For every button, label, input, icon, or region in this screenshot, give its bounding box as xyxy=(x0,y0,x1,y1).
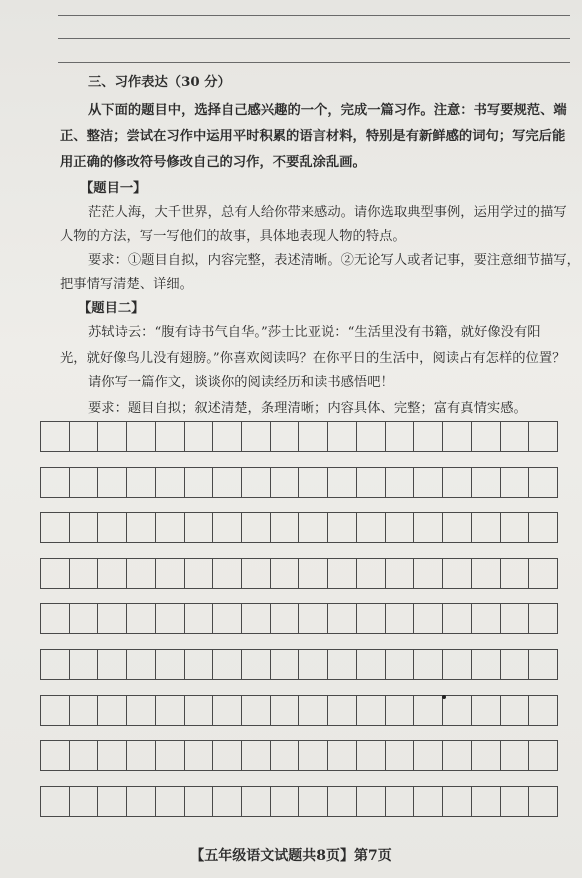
grid-cell[interactable] xyxy=(357,787,386,816)
grid-cell[interactable] xyxy=(41,468,70,497)
section-title: 三、习作表达（30 分） xyxy=(88,75,231,90)
grid-cell[interactable] xyxy=(185,741,214,770)
grid-cell[interactable] xyxy=(472,559,501,588)
grid-cell[interactable] xyxy=(328,468,357,497)
grid-cell[interactable] xyxy=(443,468,472,497)
instruction-line: 用正确的修改符号修改自己的习作，不要乱涂乱画。 xyxy=(60,155,366,170)
grid-cell[interactable] xyxy=(127,468,156,497)
grid-cell[interactable] xyxy=(242,696,271,725)
grid-cell[interactable] xyxy=(472,787,501,816)
grid-cell[interactable] xyxy=(98,559,127,588)
grid-cell[interactable] xyxy=(185,559,214,588)
grid-cell[interactable] xyxy=(386,604,415,633)
answer-line xyxy=(58,15,570,16)
grid-cell[interactable] xyxy=(299,650,328,679)
grid-cell[interactable] xyxy=(299,604,328,633)
grid-cell[interactable] xyxy=(156,650,185,679)
grid-cell[interactable] xyxy=(98,787,127,816)
grid-cell[interactable] xyxy=(127,741,156,770)
grid-cell[interactable] xyxy=(41,559,70,588)
grid-cell[interactable] xyxy=(501,559,530,588)
grid-cell[interactable] xyxy=(386,559,415,588)
grid-cell[interactable] xyxy=(529,604,558,633)
grid-cell[interactable] xyxy=(529,513,558,542)
grid-cell[interactable] xyxy=(156,787,185,816)
grid-cell[interactable] xyxy=(156,513,185,542)
grid-cell[interactable] xyxy=(213,422,242,451)
grid-cell[interactable] xyxy=(41,741,70,770)
grid-cell[interactable] xyxy=(213,513,242,542)
grid-cell[interactable] xyxy=(242,741,271,770)
grid-cell[interactable] xyxy=(242,787,271,816)
grid-cell[interactable] xyxy=(156,696,185,725)
grid-cell[interactable] xyxy=(271,604,300,633)
topic-two-text: 光，就好像鸟儿没有翅膀。”你喜欢阅读吗？在你平日的生活中，阅读占有怎样的位置？ xyxy=(60,351,566,366)
grid-cell[interactable] xyxy=(242,559,271,588)
grid-row[interactable] xyxy=(40,695,558,726)
grid-cell[interactable] xyxy=(414,696,443,725)
grid-cell[interactable] xyxy=(414,650,443,679)
grid-cell[interactable] xyxy=(98,741,127,770)
grid-cell[interactable] xyxy=(185,604,214,633)
grid-cell[interactable] xyxy=(328,422,357,451)
grid-cell[interactable] xyxy=(414,422,443,451)
grid-cell[interactable] xyxy=(156,559,185,588)
grid-cell[interactable] xyxy=(70,468,99,497)
grid-cell[interactable] xyxy=(70,696,99,725)
grid-cell[interactable] xyxy=(41,787,70,816)
grid-cell[interactable] xyxy=(156,741,185,770)
grid-cell[interactable] xyxy=(386,650,415,679)
grid-cell[interactable] xyxy=(156,468,185,497)
grid-cell[interactable] xyxy=(127,513,156,542)
grid-row[interactable] xyxy=(40,558,558,589)
grid-cell[interactable] xyxy=(213,604,242,633)
topic-one-text: 人物的方法，写一写他们的故事，具体地表现人物的特点。 xyxy=(60,229,406,244)
grid-cell[interactable] xyxy=(127,787,156,816)
grid-cell[interactable] xyxy=(529,650,558,679)
grid-cell[interactable] xyxy=(501,422,530,451)
grid-cell[interactable] xyxy=(472,468,501,497)
grid-cell[interactable] xyxy=(98,468,127,497)
instruction-line: 正、整洁；尝试在习作中运用平时积累的语言材料，特别是有新鲜感的词句；写完后能 xyxy=(60,129,566,144)
grid-cell[interactable] xyxy=(357,696,386,725)
grid-cell[interactable] xyxy=(41,513,70,542)
grid-cell[interactable] xyxy=(242,604,271,633)
topic-one-heading: 【题目一】 xyxy=(80,181,147,196)
grid-cell[interactable] xyxy=(443,787,472,816)
topic-two-requirements: 要求：题目自拟；叙述清楚，条理清晰；内容具体、完整；富有真情实感。 xyxy=(88,401,527,416)
grid-cell[interactable] xyxy=(443,604,472,633)
grid-cell[interactable] xyxy=(357,513,386,542)
grid-cell[interactable] xyxy=(242,468,271,497)
grid-cell[interactable] xyxy=(472,696,501,725)
grid-cell[interactable] xyxy=(386,741,415,770)
grid-cell[interactable] xyxy=(213,787,242,816)
grid-cell[interactable] xyxy=(529,422,558,451)
grid-cell[interactable] xyxy=(299,513,328,542)
topic-one-requirements: 把事情写清楚、详细。 xyxy=(60,277,193,292)
grid-cell[interactable] xyxy=(127,650,156,679)
grid-cell[interactable] xyxy=(70,422,99,451)
grid-cell[interactable] xyxy=(501,787,530,816)
grid-cell[interactable] xyxy=(357,468,386,497)
grid-cell[interactable] xyxy=(414,559,443,588)
grid-cell[interactable] xyxy=(472,650,501,679)
grid-cell[interactable] xyxy=(299,696,328,725)
grid-cell[interactable] xyxy=(443,513,472,542)
grid-cell[interactable] xyxy=(328,787,357,816)
grid-cell[interactable] xyxy=(357,559,386,588)
topic-two-text: 苏轼诗云：“腹有诗书气自华。”莎士比亚说：“生活里没有书籍，就好像没有阳 xyxy=(88,325,541,340)
grid-cell[interactable] xyxy=(328,650,357,679)
grid-cell[interactable] xyxy=(271,741,300,770)
grid-cell[interactable] xyxy=(242,513,271,542)
grid-cell[interactable] xyxy=(127,604,156,633)
grid-cell[interactable] xyxy=(213,468,242,497)
grid-cell[interactable] xyxy=(529,696,558,725)
grid-cell[interactable] xyxy=(70,787,99,816)
grid-cell[interactable] xyxy=(501,741,530,770)
grid-cell[interactable] xyxy=(98,696,127,725)
grid-cell[interactable] xyxy=(328,696,357,725)
grid-cell[interactable] xyxy=(386,513,415,542)
grid-cell[interactable] xyxy=(386,422,415,451)
topic-one-text: 茫茫人海，大千世界，总有人给你带来感动。请你选取典型事例，运用学过的描写 xyxy=(88,205,567,220)
grid-cell[interactable] xyxy=(472,604,501,633)
grid-cell[interactable] xyxy=(443,422,472,451)
grid-cell[interactable] xyxy=(213,696,242,725)
grid-cell[interactable] xyxy=(501,604,530,633)
grid-cell[interactable] xyxy=(271,422,300,451)
grid-cell[interactable] xyxy=(299,422,328,451)
grid-cell[interactable] xyxy=(271,696,300,725)
grid-cell[interactable] xyxy=(501,696,530,725)
grid-cell[interactable] xyxy=(386,787,415,816)
grid-cell[interactable] xyxy=(271,650,300,679)
answer-line xyxy=(58,38,570,39)
grid-cell[interactable] xyxy=(185,468,214,497)
answer-line xyxy=(58,62,570,63)
grid-cell[interactable] xyxy=(98,650,127,679)
grid-cell[interactable] xyxy=(414,604,443,633)
grid-cell[interactable] xyxy=(501,650,530,679)
grid-row[interactable] xyxy=(40,740,558,771)
topic-two-heading: 【题目二】 xyxy=(78,301,145,316)
grid-cell[interactable] xyxy=(242,422,271,451)
grid-cell[interactable] xyxy=(328,604,357,633)
grid-cell[interactable] xyxy=(386,696,415,725)
grid-cell[interactable] xyxy=(271,468,300,497)
grid-cell[interactable] xyxy=(299,741,328,770)
grid-cell[interactable] xyxy=(299,559,328,588)
grid-cell[interactable] xyxy=(386,468,415,497)
grid-cell[interactable] xyxy=(299,787,328,816)
grid-cell[interactable] xyxy=(185,422,214,451)
topic-two-text: 请你写一篇作文，谈谈你的阅读经历和读书感悟吧！ xyxy=(88,375,394,390)
grid-cell[interactable] xyxy=(443,696,472,725)
grid-cell[interactable] xyxy=(414,468,443,497)
grid-cell[interactable] xyxy=(501,513,530,542)
grid-cell[interactable] xyxy=(213,650,242,679)
grid-cell[interactable] xyxy=(472,513,501,542)
grid-row[interactable] xyxy=(40,649,558,680)
grid-cell[interactable] xyxy=(127,559,156,588)
grid-cell[interactable] xyxy=(271,559,300,588)
page-footer: 【五年级语文试题共8页】第7页 xyxy=(190,848,392,864)
grid-cell[interactable] xyxy=(501,468,530,497)
grid-cell[interactable] xyxy=(271,513,300,542)
grid-cell[interactable] xyxy=(185,787,214,816)
grid-row[interactable] xyxy=(40,603,558,634)
grid-cell[interactable] xyxy=(357,650,386,679)
grid-row[interactable] xyxy=(40,512,558,543)
grid-cell[interactable] xyxy=(328,741,357,770)
grid-cell[interactable] xyxy=(414,513,443,542)
grid-cell[interactable] xyxy=(70,741,99,770)
grid-cell[interactable] xyxy=(98,513,127,542)
instruction-line: 从下面的题目中，选择自己感兴趣的一个，完成一篇习作。注意：书写要规范、端 xyxy=(88,103,567,118)
grid-cell[interactable] xyxy=(443,650,472,679)
grid-cell[interactable] xyxy=(271,787,300,816)
grid-cell[interactable] xyxy=(472,422,501,451)
grid-cell[interactable] xyxy=(70,513,99,542)
grid-cell[interactable] xyxy=(127,422,156,451)
grid-cell[interactable] xyxy=(529,559,558,588)
grid-cell[interactable] xyxy=(328,513,357,542)
grid-cell[interactable] xyxy=(41,604,70,633)
grid-cell[interactable] xyxy=(156,604,185,633)
grid-cell[interactable] xyxy=(98,604,127,633)
grid-cell[interactable] xyxy=(185,513,214,542)
grid-cell[interactable] xyxy=(98,422,127,451)
grid-cell[interactable] xyxy=(213,559,242,588)
grid-cell[interactable] xyxy=(185,650,214,679)
grid-cell[interactable] xyxy=(357,604,386,633)
grid-cell[interactable] xyxy=(443,559,472,588)
grid-cell[interactable] xyxy=(213,741,242,770)
grid-cell[interactable] xyxy=(41,696,70,725)
grid-cell[interactable] xyxy=(472,741,501,770)
grid-cell[interactable] xyxy=(127,696,156,725)
grid-cell[interactable] xyxy=(70,650,99,679)
grid-cell[interactable] xyxy=(529,787,558,816)
grid-cell[interactable] xyxy=(41,422,70,451)
grid-cell[interactable] xyxy=(529,468,558,497)
grid-cell[interactable] xyxy=(328,559,357,588)
grid-cell[interactable] xyxy=(357,422,386,451)
grid-cell[interactable] xyxy=(357,741,386,770)
grid-cell[interactable] xyxy=(185,696,214,725)
grid-cell[interactable] xyxy=(414,741,443,770)
grid-row[interactable] xyxy=(40,786,558,817)
grid-cell[interactable] xyxy=(443,741,472,770)
topic-one-requirements: 要求：①题目自拟，内容完整，表述清晰。②无论写人或者记事，要注意细节描写， xyxy=(88,253,580,268)
grid-cell[interactable] xyxy=(70,559,99,588)
grid-cell[interactable] xyxy=(529,741,558,770)
grid-cell[interactable] xyxy=(242,650,271,679)
grid-cell[interactable] xyxy=(156,422,185,451)
grid-cell[interactable] xyxy=(299,468,328,497)
grid-cell[interactable] xyxy=(414,787,443,816)
grid-cell[interactable] xyxy=(70,604,99,633)
grid-row[interactable] xyxy=(40,467,558,498)
grid-row[interactable] xyxy=(40,421,558,452)
grid-cell[interactable] xyxy=(41,650,70,679)
ink-dot xyxy=(442,695,446,699)
